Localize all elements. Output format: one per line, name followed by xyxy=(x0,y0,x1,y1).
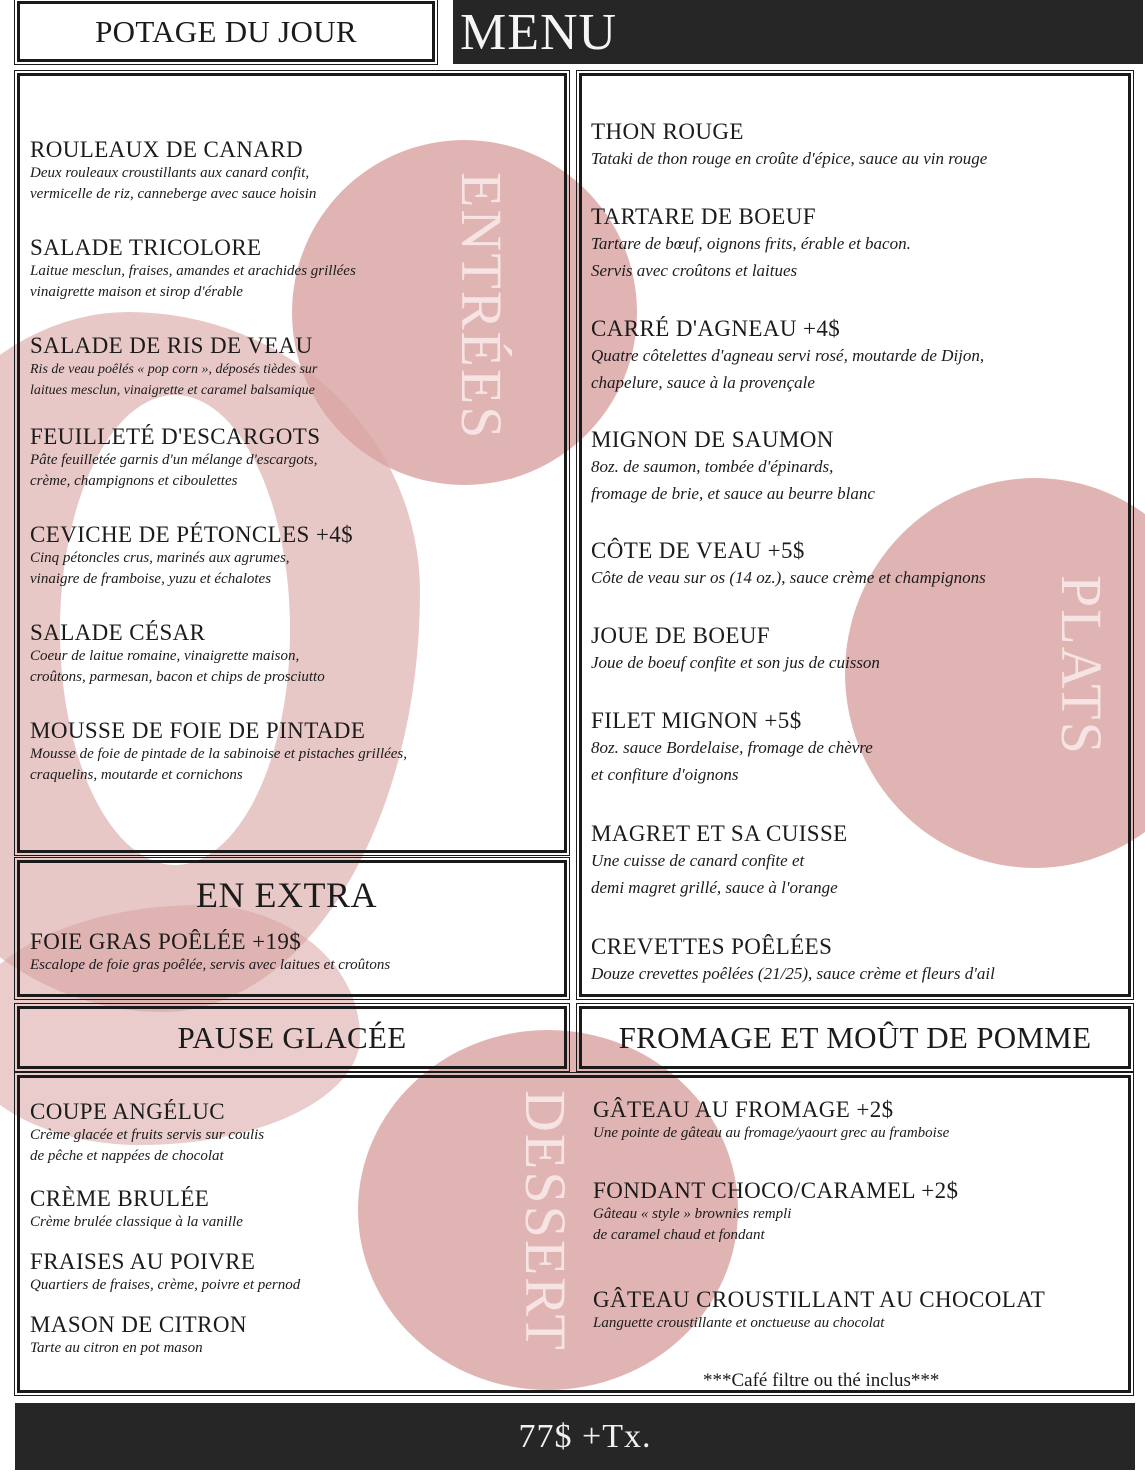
plat-description: Quatre côtelettes d'agneau servi rosé, moutarde de Dijon, chapelure, sauce à la provençale xyxy=(591,346,985,392)
dessert-description: Crème brulée classique à la vanille xyxy=(30,1214,243,1230)
dessert-item xyxy=(593,1177,958,1246)
plat-item xyxy=(591,933,995,987)
plat-item xyxy=(591,820,848,901)
coffee-note: ***Café filtre ou thé inclus*** xyxy=(703,1370,940,1391)
plat-description: 8oz. de saumon, tombée d'épinards, fromage de brie, et sauce au beurre blanc xyxy=(591,457,875,503)
entree-item xyxy=(30,521,353,590)
entree-item xyxy=(30,332,317,401)
entree-description: Mousse de foie de pintade de la sabinoise et pistaches grillées, craquelins, moutarde et cornichons xyxy=(30,746,408,783)
dessert-description: Languette croustillante et onctueuse au chocolat xyxy=(593,1315,885,1331)
plat-description: 8oz. sauce Bordelaise, fromage de chèvre et confiture d'oignons xyxy=(591,738,873,784)
fromage-header-box xyxy=(579,1006,1131,1069)
plat-item xyxy=(591,426,875,507)
dessert-name: MASON DE CITRON xyxy=(30,1312,247,1337)
entree-item xyxy=(30,619,325,688)
plat-name: MAGRET ET SA CUISSE xyxy=(591,821,848,846)
fromage-title: FROMAGE ET MOÛT DE POMME xyxy=(618,1019,1092,1055)
plat-name: JOUE DE BOEUF xyxy=(591,623,770,648)
dessert-description: Crème glacée et fruits servis sur coulis de pêche et nappées de chocolat xyxy=(30,1127,265,1164)
plat-name: THON ROUGE xyxy=(591,119,744,144)
dessert-description: Gâteau « style » brownies rempli de caramel chaud et fondant xyxy=(593,1206,792,1243)
plat-description: Douze crevettes poêlées (21/25), sauce crème et fleurs d'ail xyxy=(591,964,995,983)
entree-item xyxy=(30,136,316,205)
entree-description: Pâte feuilletée garnis d'un mélange d'escargots, crème, champignons et ciboulettes xyxy=(30,452,318,489)
plat-description: Une cuisse de canard confite et demi magret grillé, sauce à l'orange xyxy=(591,851,838,897)
plat-item xyxy=(591,315,984,396)
soup-of-the-day-label: POTAGE DU JOUR xyxy=(95,13,357,49)
entree-item xyxy=(30,234,356,303)
dessert-name: CRÈME BRULÉE xyxy=(30,1186,210,1211)
dessert-item xyxy=(30,1185,243,1233)
entree-item xyxy=(30,423,320,492)
menu-title: MENU xyxy=(460,3,618,61)
entree-name: SALADE DE RIS DE VEAU xyxy=(30,333,313,358)
soup-of-the-day-box xyxy=(17,1,435,62)
dessert-name: COUPE ANGÉLUC xyxy=(30,1099,225,1124)
price-bar xyxy=(15,1403,1135,1470)
dessert-item xyxy=(30,1098,264,1167)
dessert-name: GÂTEAU AU FROMAGE +2$ xyxy=(593,1097,894,1122)
plat-item xyxy=(591,203,911,284)
entree-name: SALADE TRICOLORE xyxy=(30,235,262,260)
price-label: 77$ +Tx. xyxy=(518,1417,652,1455)
plat-name: FILET MIGNON +5$ xyxy=(591,708,802,733)
entree-description: Laitue mesclun, fraises, amandes et arachides grillées vinaigrette maison et sirop d'érable xyxy=(30,263,356,300)
entree-item xyxy=(30,717,407,786)
plat-name: MIGNON DE SAUMON xyxy=(591,427,834,452)
plat-description: Tataki de thon rouge en croûte d'épice, sauce au vin rouge xyxy=(591,149,988,168)
plat-description: Côte de veau sur os (14 oz.), sauce crème et champignons xyxy=(591,568,986,587)
dessert-item xyxy=(593,1096,949,1144)
entree-name: MOUSSE DE FOIE DE PINTADE xyxy=(30,718,366,743)
plats-vertical-label: PLATS xyxy=(1049,575,1114,756)
extra-title: EN EXTRA xyxy=(196,875,377,915)
plat-description: Tartare de bœuf, oignons frits, érable et bacon. Servis avec croûtons et laitues xyxy=(591,234,911,280)
dessert-description: Quartiers de fraises, crème, poivre et pernod xyxy=(30,1277,301,1293)
dessert-name: FRAISES AU POIVRE xyxy=(30,1249,256,1274)
pause-glacee-title: PAUSE GLACÉE xyxy=(177,1019,407,1055)
dessert-item xyxy=(30,1248,300,1296)
entree-description: Coeur de laitue romaine, vinaigrette maison, croûtons, parmesan, bacon et chips de prosciutto xyxy=(30,648,325,685)
entrees-vertical-label: ENTRÉES xyxy=(449,172,514,441)
entree-name: ROULEAUX DE CANARD xyxy=(30,137,303,162)
entree-description: Deux rouleaux croustillants aux canard confit, vermicelle de riz, canneberge avec sauce hoisin xyxy=(30,165,317,202)
dessert-description: Tarte au citron en pot mason xyxy=(30,1340,203,1356)
plat-name: TARTARE DE BOEUF xyxy=(591,204,816,229)
plat-item xyxy=(591,707,873,788)
extra-item-description: Escalope de foie gras poêlée, servis avec laitues et croûtons xyxy=(30,957,391,973)
dessert-name: FONDANT CHOCO/CARAMEL +2$ xyxy=(593,1178,959,1203)
extra-item xyxy=(30,928,390,976)
entree-name: FEUILLETÉ D'ESCARGOTS xyxy=(30,424,321,449)
extra-item-name: FOIE GRAS POÊLÉE +19$ xyxy=(30,929,302,954)
dessert-vertical-label: DESSERT xyxy=(513,1090,578,1352)
dessert-name: GÂTEAU CROUSTILLANT AU CHOCOLAT xyxy=(593,1287,1046,1312)
plat-item xyxy=(591,622,880,676)
plat-description: Joue de boeuf confite et son jus de cuisson xyxy=(591,653,880,672)
entree-description: Cinq pétoncles crus, marinés aux agrumes, vinaigre de framboise, yuzu et échalotes xyxy=(30,550,290,587)
plat-name: CREVETTES POÊLÉES xyxy=(591,934,833,959)
entree-name: CEVICHE DE PÉTONCLES +4$ xyxy=(30,522,354,547)
plat-name: CARRÉ D'AGNEAU +4$ xyxy=(591,316,841,341)
plat-item xyxy=(591,118,987,172)
plat-item xyxy=(591,537,986,591)
plat-name: CÔTE DE VEAU +5$ xyxy=(591,538,805,563)
entree-description: Ris de veau poêlés « pop corn », déposés tièdes sur laitues mesclun, vinaigrette et caramel balsamique xyxy=(30,362,318,398)
menu-title-bar xyxy=(453,0,1143,64)
dessert-item xyxy=(593,1286,1045,1334)
dessert-item xyxy=(30,1311,247,1359)
pause-glacee-header-box xyxy=(17,1006,567,1069)
entree-name: SALADE CÉSAR xyxy=(30,620,206,645)
dessert-description: Une pointe de gâteau au fromage/yaourt grec au framboise xyxy=(593,1125,950,1141)
